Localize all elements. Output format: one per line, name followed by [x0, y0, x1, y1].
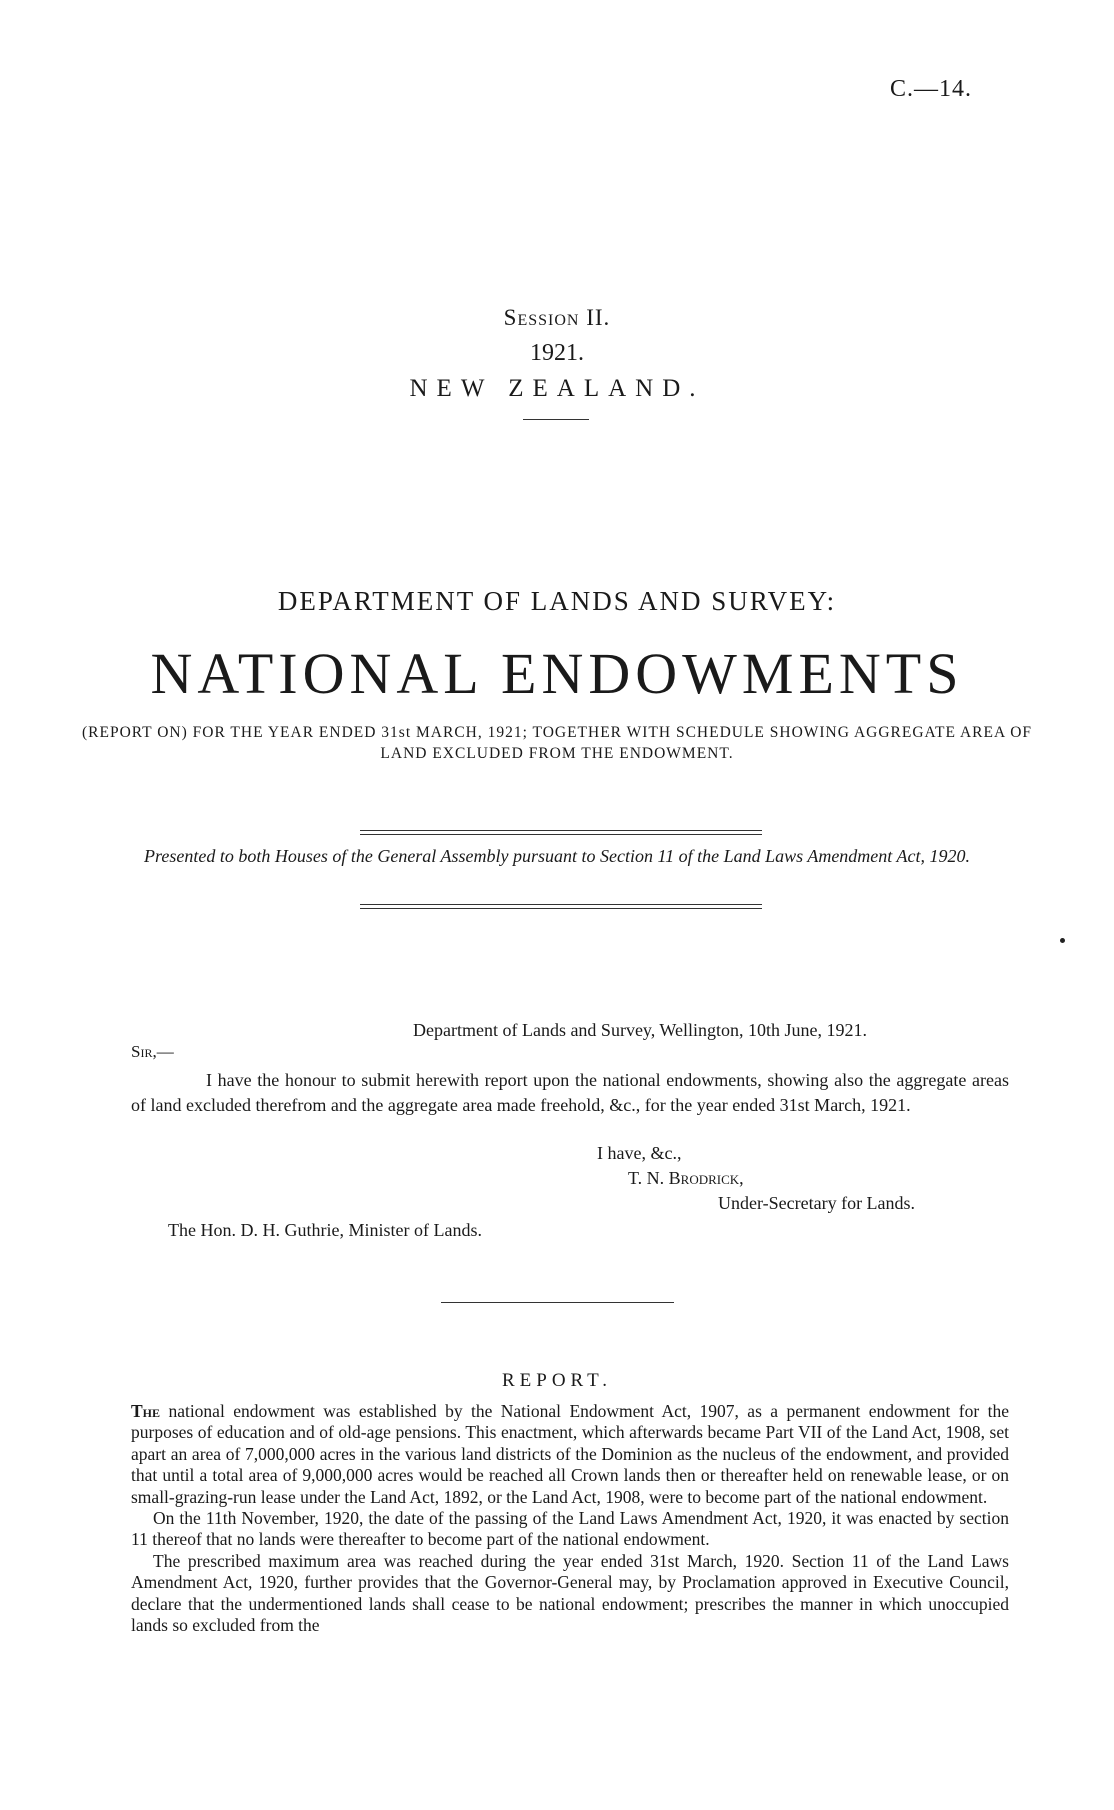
document-title: NATIONAL ENDOWMENTS: [150, 641, 964, 706]
rule-below-presented: [360, 904, 762, 909]
document-subtitle: (REPORT ON) FOR THE YEAR ENDED 31st MARCH, 1921; TOGETHER WITH SCHEDULE SHOWING AGGREGATE AREA OF LAND EXCLUDED FROM THE ENDOWMENT.: [81, 724, 1033, 762]
presented-note: Presented to both Houses of the General Assembly pursuant to Section 11 of the Land Laws Amendment Act, 1920.: [144, 846, 970, 866]
year: 1921.: [530, 340, 584, 366]
session-line: [0, 305, 1114, 331]
letter-body: I have the honour to submit herewith report upon the national endowments, showing also the aggregate areas of land excluded therefrom and the aggregate area made freehold, &c., for the year ended 31st March, 1921.: [131, 1070, 1009, 1115]
report-paragraph: [131, 1401, 1009, 1508]
section-divider: [441, 1302, 674, 1303]
stray-mark: [1060, 938, 1065, 943]
session-number: II.: [586, 305, 611, 330]
addressee: The Hon. D. H. Guthrie, Minister of Lands.: [168, 1220, 482, 1240]
report-text: [131, 1401, 1009, 1636]
signatory-initials: T. N.: [628, 1168, 665, 1188]
salutation: Sir,—: [131, 1042, 174, 1061]
rule-above-presented: [360, 830, 762, 835]
report-paragraph-1-text: national endowment was established by the National Endowment Act, 1907, as a permanent endowment for the purposes of education and of old-age pensions. This enactment, which afterwards became Part VII of the Land Act, 1908, set apart an area of 7,000,000 acres in the various land districts of the Dominion as the nucleus of the endowment, and provided that until a total area of 9,000,000 acres would be reached all Crown lands then or thereafter held on renewable lease, or on small-grazing-run lease under the Land Act, 1892, or the Land Act, 1908, were to become part of the national endowment.: [131, 1401, 1010, 1507]
letter-date-line: Department of Lands and Survey, Wellington, 10th June, 1921.: [413, 1020, 867, 1040]
page-number: C.—14.: [890, 76, 973, 102]
letter-closing: I have, &c.,: [597, 1143, 682, 1163]
signatory-surname: Brodrick,: [668, 1168, 744, 1188]
divider: [523, 419, 589, 420]
department-heading: DEPARTMENT OF LANDS AND SURVEY:: [277, 586, 837, 616]
signatory-title: Under-Secretary for Lands.: [718, 1193, 916, 1213]
lead-word: The: [131, 1401, 161, 1421]
report-paragraph: On the 11th November, 1920, the date of the passing of the Land Laws Amendment Act, 1920, it was enacted by section 11 thereof that no lands were thereafter to become part of the national endowment.: [131, 1508, 1009, 1550]
session-label: Session: [503, 305, 580, 330]
country: NEW ZEALAND.: [409, 375, 705, 402]
report-heading: REPORT.: [501, 1370, 613, 1391]
signatory: [628, 1168, 744, 1189]
report-paragraph: The prescribed maximum area was reached during the year ended 31st March, 1920. Section 11 of the Land Laws Amendment Act, 1920, further provides that the Governor-General may, by Proclamation approved in Executive Council, declare that the undermentioned lands shall cease to be national endowment; prescribes the manner in which unoccupied lands so excluded from the: [131, 1550, 1009, 1636]
